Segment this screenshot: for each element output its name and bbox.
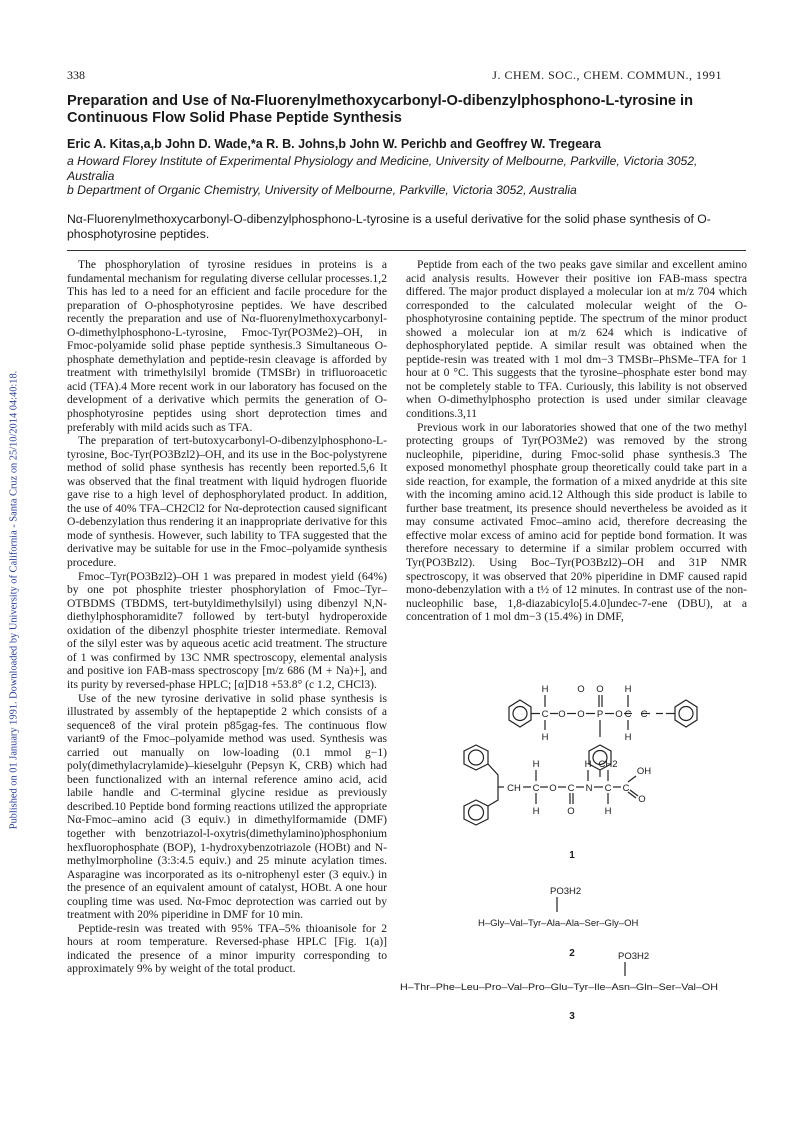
benzene-ring bbox=[464, 745, 488, 770]
peptide-sequence-3: H–Thr–Phe–Leu–Pro–Val–Pro–Glu–Tyr–Ile–Asn–Gln–Ser–Val–OH bbox=[400, 982, 719, 993]
paragraph: Use of the new tyrosine derivative in solid phase synthesis is illustrated by assembly of the heptapeptide 2 which consists of a sequence8 of the viral protein p85gag-fes. The continuous flow variant9 of the Fmoc–polyamide method was used. Synthesis was carried out manually on low-loading (0.1 mmol g−1) poly(dimethylacrylamide)–kieselguhr (Pepsyn K, CRB) which had been functionalized with an internal reference amino acid, acid labile handle and C-terminal glycine residue as previously described.10 Peptide bond forming reactions utilized the appropriate Nα-Fmoc–amino acid (3 equiv.) in dimethylformamide (DMF) together with benzotriazol-l-oxytris(dimethylamino)phosphonium hexfluorophosphate (BOP), 1-hydroxybenzotriazole (HOBt) and N-methylmorpholine (3:3:4.5 equiv.) and 25 minute acylation times. Asparagine was incorporated as its o-nitrophenyl ester (3 equiv.) in the presence of an equivalent amount of catalyst, HOBt. A one hour coupling time was used. Nα-Fmoc deprotection was carried out by treatment with 20% piperidine in DMF for 10 min. bbox=[67, 691, 387, 922]
atom-label: C bbox=[532, 783, 540, 794]
atom-label: H bbox=[532, 759, 540, 770]
download-watermark-text: Published on 01 January 1991. Downloaded by University of California - Santa Cruz on 25/10/2014 04:40:18. bbox=[8, 370, 20, 830]
chemical-structures bbox=[400, 650, 752, 1030]
ring-inner-circle bbox=[469, 805, 484, 820]
atom-label: H bbox=[541, 684, 549, 695]
paragraph: The preparation of tert-butoxycarbonyl-O-dibenzylphosphono-L-tyrosine, Boc-Tyr(PO3Bzl2)–OH, and its use in the Boc-polystyrene method of solid phase synthesis has recently been reported.5,6 It was observed that the final treatment with liquid hydrogen fluoride gave rise to a high level of dephosphorylated product. In addition, the use of 40% TFA–CH2Cl2 for Nα-deprotection caused significant O-debenzylation thus rendering it an inappropriate derivative for this mode of synthesis. However, such lability to TFA suggested that the derivative may be suitable for use in the Fmoc–polyamide synthesis procedure. bbox=[67, 434, 388, 570]
download-watermark bbox=[3, 220, 25, 980]
header-divider bbox=[67, 250, 746, 251]
benzene-ring bbox=[509, 700, 531, 727]
atom-label: H bbox=[532, 806, 540, 817]
atom-label: O bbox=[638, 794, 646, 805]
peptide-sequence-2: H–Gly–Val–Tyr–Ala–Ala–Ser–Gly–OH bbox=[478, 918, 639, 929]
atom-label: O bbox=[577, 709, 585, 720]
left-column bbox=[67, 258, 387, 976]
journal-header: J. CHEM. SOC., CHEM. COMMUN., 1991 bbox=[492, 68, 722, 82]
atom-label: O bbox=[567, 806, 575, 817]
phosphate-group-label: PO3H2 bbox=[550, 886, 582, 897]
atom-label: C bbox=[624, 709, 632, 720]
atom-label: H bbox=[541, 732, 549, 743]
affiliation-b: b Department of Organic Chemistry, University of Melbourne, Parkville, Victoria 3052, Australia bbox=[67, 183, 577, 197]
atom-label: H bbox=[624, 732, 632, 743]
ring-inner-circle bbox=[513, 707, 527, 721]
paragraph: Peptide from each of the two peaks gave similar and excellent amino acid analysis results. However their positive ion FAB-mass spectra differed. The major product displayed a molecular ion at m/z 704 which corresponded to the calculated molecular weight of the O-phosphotyrosine containing peptide. The spectrum of the minor product showed a molecular ion at m/z 624 which is indicative of dephosphorylated peptide. A similar result was obtained when the peptide-resin was treated with 1 mol dm−3 TMSBr–PhSMe–TFA for 1 hour at 0 °C. This suggests that the tyrosine–phosphate ester bond may not be completely stable to TFA. Curiously, this lability is not observed when O-dimethylphospho protection is used under similar cleavage conditions.3,11 bbox=[406, 258, 747, 421]
atom-label: C bbox=[541, 709, 549, 720]
atom-label: P bbox=[596, 709, 604, 720]
affiliation-a: a Howard Florey Institute of Experimental Physiology and Medicine, University of Melbourne, Parkville, Victoria 3052, Australia bbox=[67, 154, 698, 183]
compound-label-2: 2 bbox=[569, 948, 575, 959]
atom-label: CH bbox=[507, 783, 521, 794]
atom-label: O bbox=[615, 709, 623, 720]
atom-label: O bbox=[549, 783, 557, 794]
atom-label: O bbox=[558, 709, 566, 720]
atom-label: C bbox=[640, 709, 648, 720]
atom-label: C bbox=[622, 783, 630, 794]
atom-label: OH bbox=[636, 766, 652, 777]
paragraph: Fmoc–Tyr(PO3Bzl2)–OH 1 was prepared in modest yield (64%) by one pot phosphite triester phosphorylation of Fmoc–Tyr–OTBDMS (TBDMS, tert-butyldimethylsilyl) using dibenzyl N,N-diethylphosphoramidite7 followed by tert-butyl hydroperoxide oxidation of the dibenzyl phosphite triester intermediate. Removal of the silyl ester was by aqueous acetic acid treatment. The structure of 1 was confirmed by 13C NMR spectroscopy, elemental analysis and positive ion FAB-mass spectroscopy [m/z 686 (M + Na)+], and its purity by reversed-phase HPLC; [α]D18 +53.8° (c 1.2, CHCl3). bbox=[67, 569, 387, 691]
page-number: 338 bbox=[67, 68, 85, 82]
right-column bbox=[406, 258, 747, 624]
ring-inner-circle bbox=[679, 707, 693, 721]
atom-label: H bbox=[624, 684, 632, 695]
atom-label: O bbox=[596, 684, 604, 695]
compound-label-3: 3 bbox=[569, 1011, 575, 1022]
atom-label: H bbox=[584, 759, 592, 770]
paragraph: The phosphorylation of tyrosine residues in proteins is a fundamental mechanism for regulating diverse cellular processes.1,2 This has led to a need for an efficient and facile procedure for the preparation of O-phosphotyrosine peptides. We have described recently the preparation and use of Nα-fluorenylmethoxycarbonyl-O-dimethylphosphono-L-tyrosine, Fmoc-Tyr(PO3Me2)–OH, in Fmoc-polyamide solid phase peptide synthesis.3 Simultaneous O-phosphate demethylation and peptide-resin cleavage is afforded by treatment with trimethylsilyl bromide (TMSBr) in trifluoroacetic acid (TFA).4 More recent work in our laboratory has focused on the development of a derivative which permits the generation of O-phosphotyrosine peptides using short deprotection times and preferably with mild acids such as TFA. bbox=[67, 258, 387, 434]
atom-label: C bbox=[604, 783, 612, 794]
paragraph: Previous work in our laboratories showed that one of the two methyl protecting groups of Tyr(PO3Me2) was removed by the strong nucleophile, piperidine, during Fmoc-solid phase synthesis.3 The exposed monomethyl phosphate group theoretically could take part in a side reaction, for example, the formation of a mixed anydride at this site with the incoming amino acid.12 Although this side product is labile to further base treatment, its presence should nevertheless be avoided as it may consume activated Fmoc–amino acid, therefore decreasing the effective molar excess of amino acid for peptide bond formation. It was therefore necessary to determine if a similar problem occurred with Tyr(PO3Bzl2). Using Boc–Tyr(PO3Bzl2)–OH and 31P NMR spectroscopy, it was observed that 20% piperidine in DMF caused rapid mono-debenzylation with a t½ of 12 minutes. In contrast use of the non-nucleophilic base, 1,8-diazabicylo[5.4.0]undec-7-ene (DBU), at a concentration of 1 mol dm−3 (15.4%) in DMF, bbox=[406, 420, 747, 624]
author-list: Eric A. Kitas,a,b John D. Wade,*a R. B. Johns,b John W. Perichb and Geoffrey W. Tregeara bbox=[67, 137, 601, 151]
ring-inner-circle bbox=[469, 750, 484, 765]
phosphate-group-label: PO3H2 bbox=[618, 951, 650, 962]
benzene-ring bbox=[675, 700, 697, 727]
article-title: Preparation and Use of Nα-Fluorenylmethoxycarbonyl-O-dibenzylphosphono-L-tyrosine in Continuous Flow Solid Phase Peptide Synthesis bbox=[67, 93, 694, 126]
compound-label-1: 1 bbox=[569, 850, 575, 861]
atom-label: C bbox=[567, 783, 575, 794]
paragraph: Peptide-resin was treated with 95% TFA–5% thioanisole for 2 hours at room temperature. Reversed-phase HPLC [Fig. 1(a)] indicated the presence of a minor impurity corresponding to approximately 9% by weight of the total product. bbox=[67, 921, 387, 976]
structure-figure bbox=[400, 650, 752, 1030]
atom-label: O bbox=[577, 684, 585, 695]
atom-label: CH2 bbox=[598, 759, 618, 770]
abstract: Nα-Fluorenylmethoxycarbonyl-O-dibenzylphosphono-L-tyrosine is a useful derivative for the solid phase synthesis of O-phosphotyrosine peptides. bbox=[67, 212, 711, 241]
atom-label: H bbox=[604, 806, 612, 817]
benzene-ring bbox=[464, 800, 488, 825]
atom-label: N bbox=[585, 783, 593, 794]
